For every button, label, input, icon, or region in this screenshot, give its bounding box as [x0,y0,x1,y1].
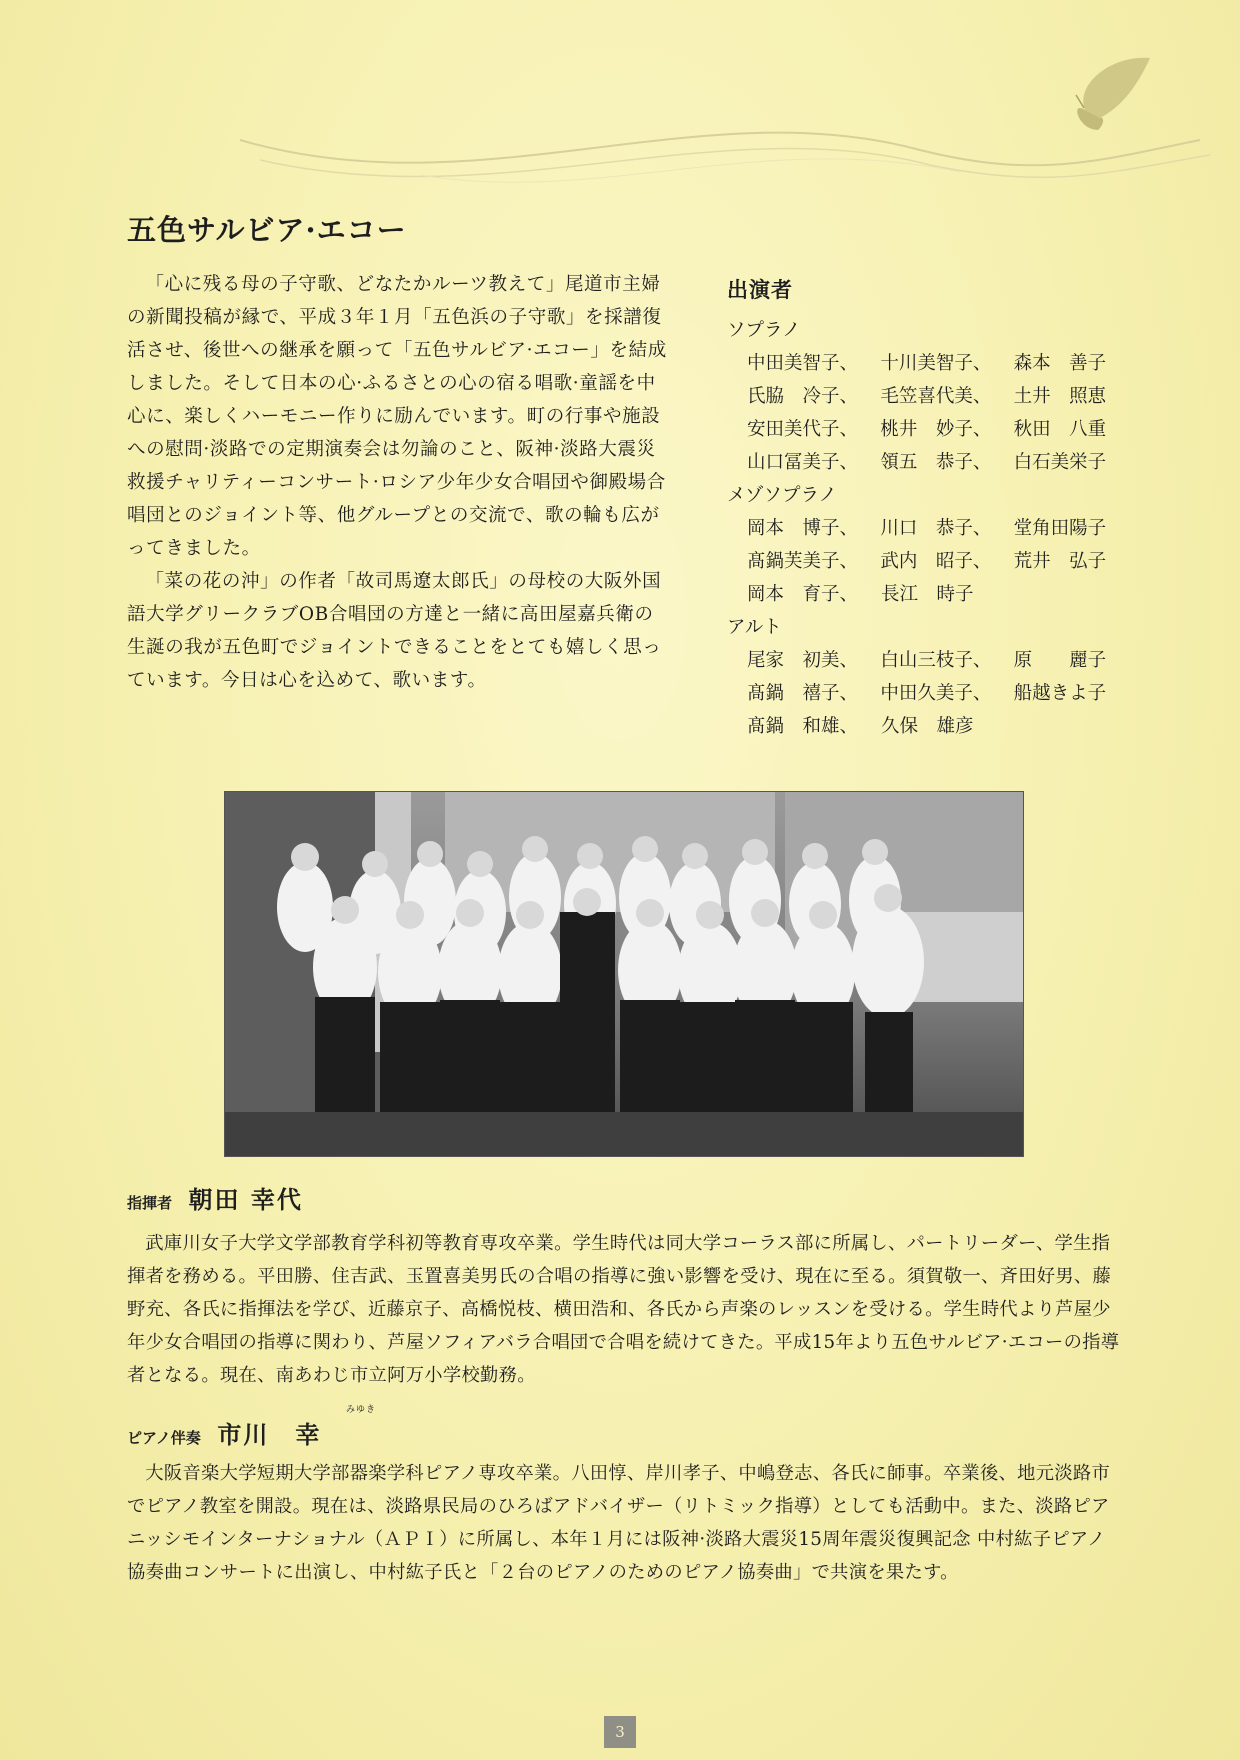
pianist-name: 市川 幸 [217,1420,322,1449]
conductor-bio: 武庫川女子大学文学部教育学科初等教育専攻卒業。学生時代は同大学コーラス部に所属し、パートリーダー、学生指揮者を務める。平田勝、住吉武、玉置喜美男氏の合唱の指導に強い影響を受け、現在に至る。須賀敬一、斉田好男、藤野充、各氏に指揮法を学び、近藤京子、高橋悦枝、横田浩和、各氏から声楽のレッスンを受ける。学生時代より芦屋少年少女合唱団の指導に関わり、芦屋ソフィアバラ合唱団で合唱を続けてきた。平成15年より五色サルビア·エコーの指導者となる。現在、南あわじ市立阿万小学校勤務。 [127,1233,1120,1386]
performer-name: 中田美智子、 [747,353,859,374]
performer-name: 十川美智子、 [880,353,992,374]
performer-name: 原 麗子 [1013,650,1107,671]
performer-name: 長江 時子 [881,584,974,605]
performer-name: 尾家 初美、 [747,650,859,671]
performer-name: 武内 昭子、 [880,551,992,572]
conductor-label: 指揮者 [127,1194,173,1212]
performer-name: 毛笠喜代美、 [880,386,992,407]
performer-name: 土井 照恵 [1013,386,1107,407]
page-number: 3 [604,1716,636,1748]
header-decoration [0,0,1240,220]
performers-heading: 出演者 [727,277,793,302]
performer-row [727,446,1147,479]
performer-name: 久保 雄彦 [881,716,974,737]
intro-text [127,268,672,697]
performer-name: 秋田 八重 [1013,419,1107,440]
performer-row [727,710,1147,743]
performer-row [727,380,1147,413]
performer-row [727,578,1147,611]
conductor-name: 朝田 幸代 [188,1185,303,1214]
performer-name: 堂角田陽子 [1013,518,1107,539]
performer-name: 船越きよ子 [1013,683,1107,704]
pianist-label: ピアノ伴奏 [127,1429,201,1447]
performer-row [727,545,1147,578]
performer-name: 領五 恭子、 [880,452,992,473]
performer-row [727,347,1147,380]
section-mezzo-soprano: メゾソプラノ [727,485,837,506]
choir-group-photo [224,791,1024,1157]
pianist-heading [127,1415,321,1450]
pianist-bio: 大阪音楽大学短期大学部器楽学科ピアノ専攻卒業。八田惇、岸川孝子、中嶋登志、各氏に師事。卒業後、地元淡路市でピアノ教室を開設。現在は、淡路県民局のひろばアドバイザー（リトミック指導）としても活動中。また、淡路ピアニッシモインターナショナル（ＡＰＩ）に所属し、本年１月には阪神·淡路大震災15周年震災復興記念 中村紘子ピアノ協奏曲コンサートに出演し、中村紘子氏と「２台のピアノのためのピアノ協奏曲」で共演を果たす。 [127,1463,1111,1583]
pianist-name-ruby: みゆき [346,1405,377,1415]
performer-row [727,677,1147,710]
butterfly-icon [1076,58,1150,130]
performer-name: 髙鍋 禧子、 [747,683,859,704]
intro-paragraph: 「菜の花の沖」の作者「故司馬遼太郎氏」の母校の大阪外国語大学グリークラブOB合唱団の方達と一緒に高田屋嘉兵衛の生誕の我が五色町でジョイントできることをとても嬉しく思っています。今日は心を込めて、歌います。 [127,571,662,691]
performer-name: 川口 恭子、 [880,518,992,539]
performer-name: 森本 善子 [1013,353,1107,374]
performers-list [727,274,1147,743]
performer-name: 髙鍋芙美子、 [747,551,859,572]
section-soprano: ソプラノ [727,320,801,341]
performer-name: 髙鍋 和雄、 [747,716,859,737]
performer-name: 岡本 博子、 [747,518,859,539]
performer-row [727,413,1147,446]
intro-paragraph: 「心に残る母の子守歌、どなたかルーツ教えて」尾道市主婦の新聞投稿が縁で、平成３年１月「五色浜の子守歌」を採譜復活させ、後世への継承を願って「五色サルビア·エコー」を結成しました。そして日本の心·ふるさとの心の宿る唱歌·童謡を中心に、楽しくハーモニー作りに励んでいます。町の行事や施設への慰問·淡路での定期演奏会は勿論のこと、阪神·淡路大震災救援チャリティーコンサート·ロシア少年少女合唱団や御殿場合唱団とのジョイント等、他グループとの交流で、歌の輪も広がってきました。 [127,274,667,559]
performer-name: 中田久美子、 [880,683,992,704]
performer-name: 白石美栄子 [1013,452,1107,473]
performer-row [727,512,1147,545]
performer-name: 安田美代子、 [747,419,859,440]
performer-name: 荒井 弘子 [1013,551,1107,572]
performer-row [727,644,1147,677]
performer-name: 氏脇 冷子、 [747,386,859,407]
performer-name: 岡本 育子、 [747,584,859,605]
conductor-heading [127,1180,303,1215]
performer-name: 桃井 妙子、 [880,419,992,440]
performer-name: 白山三枝子、 [880,650,992,671]
performer-name: 山口冨美子、 [747,452,859,473]
section-alto: アルト [727,617,782,638]
page-title: 五色サルビア·エコー [127,213,407,247]
